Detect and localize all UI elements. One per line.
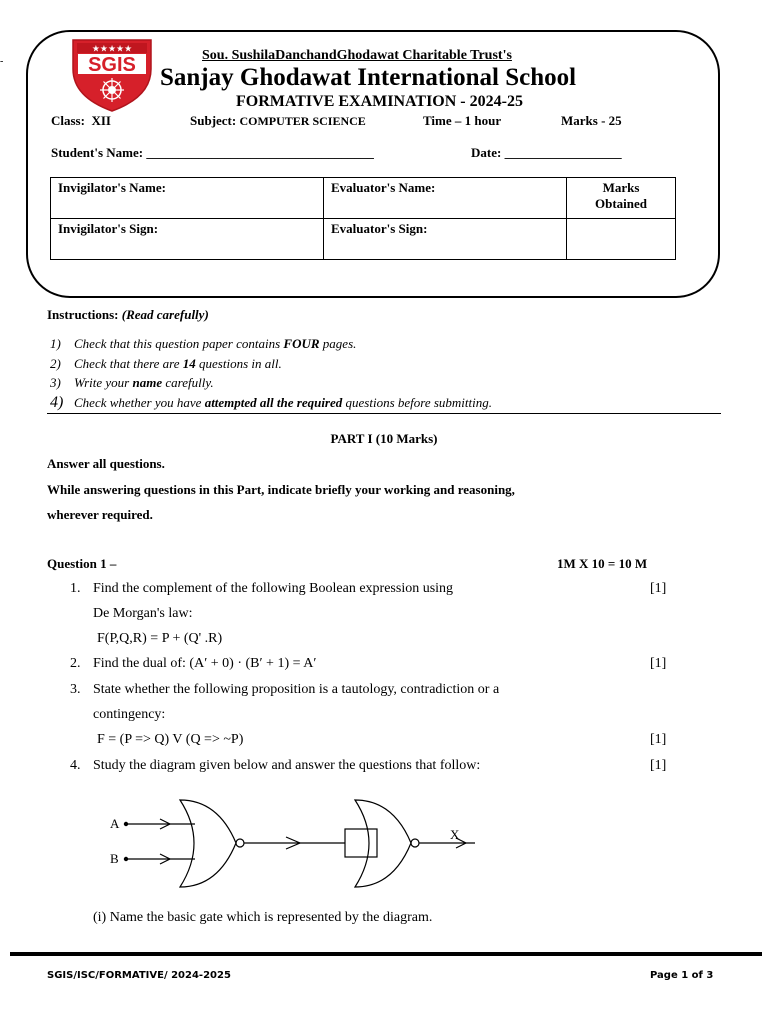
item-text: Find the dual of: (A′ + 0) · (B′ + 1) = A′ [93, 656, 317, 671]
class-info [51, 113, 111, 129]
part-instruction-2: While answering questions in this Part, indicate briefly your working and reasoning, [47, 482, 515, 497]
date-field[interactable]: Date: __________________ [471, 145, 622, 160]
instruction-text: Check that there are [74, 355, 183, 371]
class-value: XII [91, 113, 111, 128]
instruction-emphasis: attempted all the required [204, 394, 343, 410]
class-label: Class: [51, 113, 85, 128]
logo-text: SGIS [88, 54, 136, 76]
invigilator-name-cell[interactable]: Invigilator's Name: [51, 178, 324, 219]
instructions-label: Instructions: [47, 307, 119, 322]
part-instruction-3: wherever required. [47, 507, 153, 522]
page-number: Page 1 of 3 [650, 970, 714, 981]
marks-obtained-header [567, 178, 676, 219]
instructions-divider [47, 413, 721, 414]
inversion-bubble-1 [236, 839, 244, 847]
marks-obtained-line2: Obtained [594, 196, 647, 211]
evaluator-name-cell[interactable]: Evaluator's Name: [324, 178, 567, 219]
item-mark: [1] [650, 656, 667, 671]
output-label: X [450, 827, 460, 842]
item-mark: [1] [650, 732, 667, 747]
item-number: 2. [70, 656, 81, 671]
logic-gate-diagram [100, 795, 490, 895]
marks-info: Marks - 25 [561, 113, 622, 128]
item-number: 4. [70, 758, 81, 773]
subject-value: COMPUTER SCIENCE [239, 114, 366, 128]
instruction-text: Check that this question paper contains [74, 336, 284, 351]
instruction-emphasis: name [132, 375, 163, 390]
instruction-emphasis: 14 [182, 355, 196, 371]
item-number: 3. [70, 682, 81, 697]
logo-stars: ★★★★★ [91, 44, 133, 55]
item-text: Find the complement of the following Boolean expression using [93, 581, 454, 596]
subject-label: Subject: [190, 113, 237, 128]
instruction-item [50, 393, 492, 413]
nor-gate-2 [355, 800, 411, 887]
stray-mark: - [0, 56, 4, 67]
instruction-item [50, 373, 492, 393]
gate-input-block [345, 829, 377, 857]
item-expression: F(P,Q,R) = P + (Q' .R) [97, 631, 223, 646]
marks-obtained-cell[interactable] [567, 219, 676, 260]
evaluator-sign-cell[interactable]: Evaluator's Sign: [324, 219, 567, 260]
time-info: Time – 1 hour [423, 113, 502, 128]
part-instruction-1: Answer all questions. [47, 456, 165, 471]
instruction-text: questions before submitting. [342, 394, 493, 410]
exam-title: FORMATIVE EXAMINATION - 2024-25 [236, 93, 523, 110]
input-b-label: B [110, 851, 119, 866]
instruction-number: 2) [50, 355, 61, 371]
instruction-text: Check whether you have [74, 394, 205, 410]
footer-divider [10, 952, 762, 956]
marks-obtained-line1: Marks [602, 180, 640, 195]
inversion-bubble-2 [411, 839, 419, 847]
item-expression: F = (P => Q) V (Q => ~P) [97, 732, 244, 747]
item-mark: [1] [650, 581, 667, 596]
question-1-title: Question 1 – [47, 556, 117, 571]
subpart-text: (i) Name the basic gate which is represented by the diagram. [93, 910, 433, 925]
instruction-emphasis: FOUR [283, 336, 320, 351]
item-mark: [1] [650, 758, 667, 773]
item-text: contingency: [93, 707, 166, 722]
input-a-label: A [110, 816, 120, 831]
instruction-item [50, 354, 492, 374]
item-text: De Morgan's law: [93, 606, 193, 621]
instruction-text: questions in all. [195, 355, 282, 371]
instruction-text: pages. [319, 336, 357, 351]
part-title: PART I (10 Marks) [330, 431, 438, 446]
school-name: Sanjay Ghodawat International School [160, 64, 577, 91]
item-text: Study the diagram given below and answer the questions that follow: [93, 758, 481, 773]
instruction-item [50, 334, 492, 354]
instruction-text: carefully. [162, 375, 214, 390]
subject-info [190, 113, 366, 129]
instruction-text: Write your [74, 375, 133, 390]
invigilator-sign-cell[interactable]: Invigilator's Sign: [51, 219, 324, 260]
trust-name: Sou. SushilaDanchandGhodawat Charitable Trust's [202, 48, 512, 63]
instructions-list [50, 334, 492, 412]
nor-gate-1 [180, 800, 236, 887]
instructions-note: (Read carefully) [121, 307, 209, 322]
instruction-number: 3) [50, 375, 61, 390]
instructions-title [47, 307, 209, 323]
footer-code: SGIS/ISC/FORMATIVE/ 2024-2025 [47, 970, 231, 981]
item-text: State whether the following proposition is a tautology, contradiction or a [93, 682, 500, 697]
instruction-number: 4) [50, 393, 64, 411]
school-logo [70, 37, 154, 113]
staff-table [50, 177, 676, 260]
item-number: 1. [70, 581, 81, 596]
question-1-marks: 1M X 10 = 10 M [557, 556, 648, 571]
student-name-field[interactable]: Student's Name: ___________________________________ [51, 145, 374, 160]
instruction-number: 1) [50, 336, 61, 351]
